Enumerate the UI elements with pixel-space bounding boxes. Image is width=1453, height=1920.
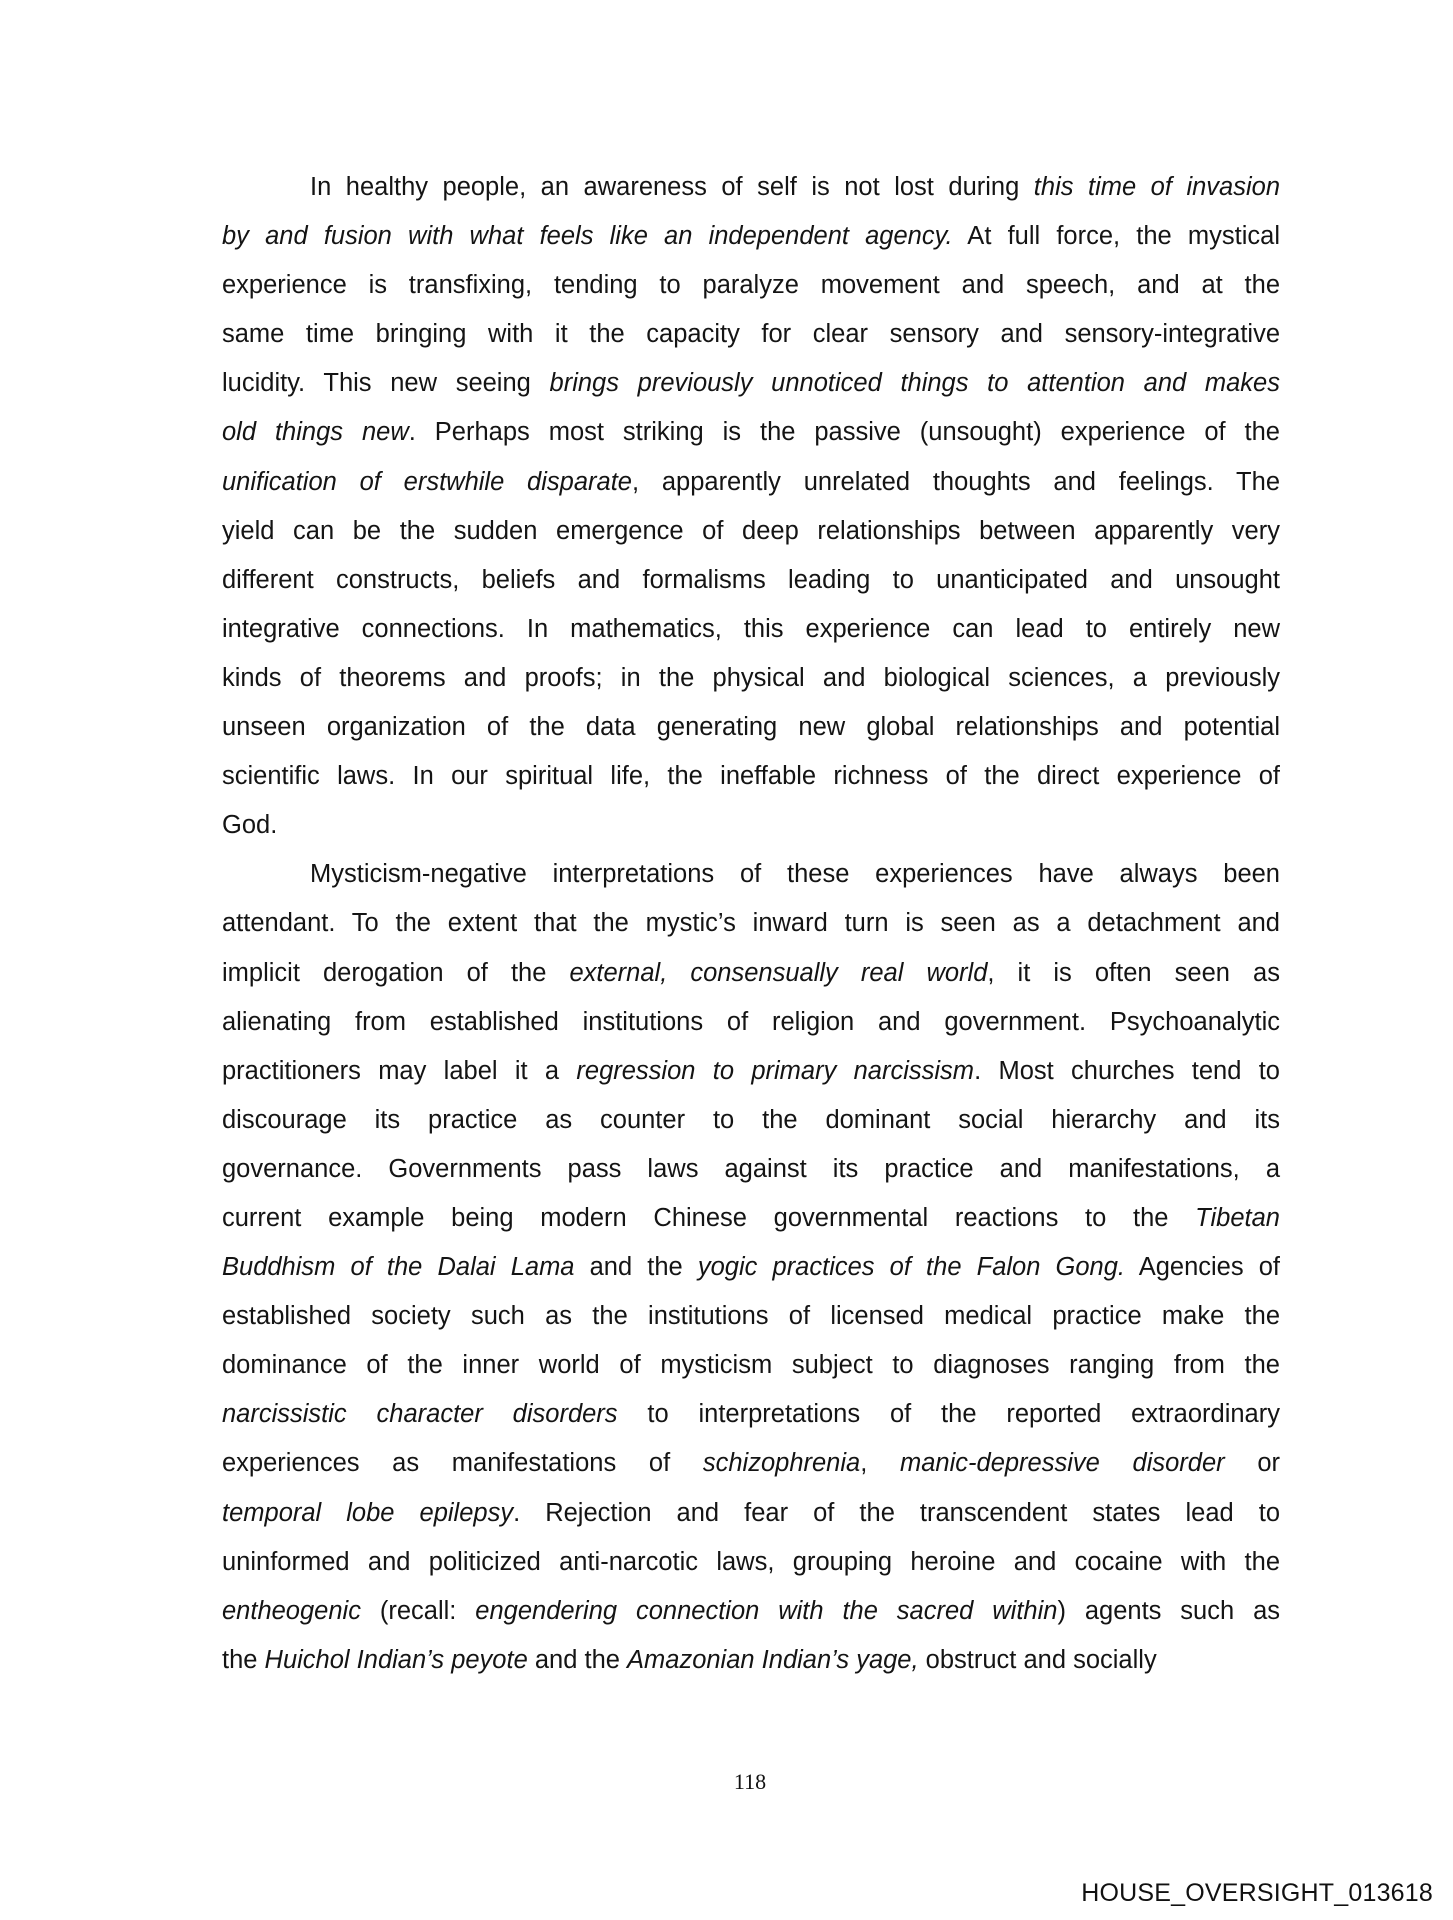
text-segment: practitioners may label it a bbox=[222, 1056, 577, 1085]
italic-text: entheogenic bbox=[222, 1596, 361, 1625]
paragraph bbox=[222, 850, 1280, 1685]
text-segment: yield can be the sudden emergence of deep relationships between apparently very bbox=[222, 516, 1280, 545]
text-line bbox=[222, 458, 1280, 507]
text-line bbox=[222, 1636, 1280, 1685]
italic-text: brings previously unnoticed things to attention and makes bbox=[549, 369, 1280, 398]
text-line bbox=[222, 507, 1280, 556]
text-segment: ) agents such as bbox=[1057, 1596, 1280, 1625]
italic-text: Buddhism of the Dalai Lama bbox=[222, 1253, 575, 1282]
text-segment: (recall: bbox=[360, 1596, 476, 1625]
text-segment: experiences as manifestations of bbox=[222, 1449, 703, 1478]
text-line bbox=[222, 556, 1280, 605]
text-line bbox=[222, 703, 1280, 752]
text-line bbox=[222, 801, 1280, 850]
text-segment: kinds of theorems and proofs; in the physical and biological sciences, a previously bbox=[222, 663, 1280, 692]
text-line bbox=[222, 1538, 1280, 1587]
text-line bbox=[222, 163, 1280, 212]
text-line bbox=[222, 1390, 1280, 1439]
text-line bbox=[222, 1243, 1280, 1292]
text-segment: current example being modern Chinese governmental reactions to the bbox=[222, 1203, 1196, 1232]
text-line bbox=[222, 1439, 1280, 1488]
text-segment: At full force, the mystical bbox=[952, 222, 1280, 251]
text-line bbox=[222, 949, 1280, 998]
text-line bbox=[222, 1145, 1280, 1194]
page-number: 118 bbox=[733, 1769, 767, 1794]
italic-text: this time of invasion bbox=[1033, 173, 1280, 201]
italic-text: unification of erstwhile disparate bbox=[222, 467, 632, 496]
text-segment: alienating from established institutions of religion and government. Psychoanalytic bbox=[222, 1007, 1280, 1036]
text-line bbox=[222, 605, 1280, 654]
text-segment: experience is transfixing, tending to paralyze movement and speech, and at the bbox=[222, 271, 1280, 300]
text-segment: Agencies of bbox=[1125, 1253, 1281, 1282]
italic-text: external, consensually real world bbox=[569, 958, 988, 987]
text-segment: and the bbox=[574, 1253, 698, 1282]
text-line bbox=[222, 1047, 1280, 1096]
text-segment: or bbox=[1224, 1449, 1280, 1478]
text-segment: unseen organization of the data generating new global relationships and potential bbox=[222, 713, 1280, 742]
text-segment: . Most churches tend to bbox=[974, 1056, 1280, 1085]
text-line bbox=[222, 1341, 1280, 1390]
text-segment: same time bringing with it the capacity for clear sensory and sensory-integrative bbox=[222, 320, 1280, 349]
text-segment: integrative connections. In mathematics, this experience can lead to entirely new bbox=[222, 614, 1280, 643]
text-segment: . Rejection and fear of the transcendent states lead to bbox=[513, 1498, 1280, 1527]
text-segment: established society such as the institutions of licensed medical practice make the bbox=[222, 1302, 1280, 1331]
text-segment: uninformed and politicized anti-narcotic laws, grouping heroine and cocaine with the bbox=[222, 1547, 1280, 1576]
text-segment: lucidity. This new seeing bbox=[222, 369, 550, 398]
text-line bbox=[222, 1489, 1280, 1538]
text-segment: to interpretations of the reported extraordinary bbox=[617, 1400, 1280, 1429]
text-segment: dominance of the inner world of mysticism subject to diagnoses ranging from the bbox=[222, 1351, 1280, 1380]
italic-text: Tibetan bbox=[1195, 1203, 1280, 1232]
text-segment: , bbox=[860, 1449, 900, 1478]
text-line bbox=[222, 654, 1280, 703]
text-segment: and the bbox=[527, 1645, 628, 1674]
text-line bbox=[222, 310, 1280, 359]
italic-text: Amazonian Indian’s yage, bbox=[627, 1645, 919, 1674]
italic-text: old things new bbox=[222, 418, 409, 447]
paragraph bbox=[222, 163, 1280, 850]
italic-text: engendering connection with the sacred within bbox=[475, 1596, 1058, 1625]
italic-text: yogic practices of the Falon Gong. bbox=[697, 1253, 1125, 1282]
text-line bbox=[222, 998, 1280, 1047]
text-line bbox=[222, 1587, 1280, 1636]
text-segment: , apparently unrelated thoughts and feelings. The bbox=[631, 467, 1280, 496]
italic-text: manic-depressive disorder bbox=[900, 1449, 1225, 1478]
text-segment: obstruct and socially bbox=[918, 1645, 1157, 1674]
text-line bbox=[222, 261, 1280, 310]
text-segment: implicit derogation of the bbox=[222, 958, 570, 987]
text-segment: . Perhaps most striking is the passive (unsought) experience of the bbox=[408, 418, 1280, 447]
text-line bbox=[222, 212, 1280, 261]
text-line bbox=[222, 850, 1280, 899]
italic-text: schizophrenia bbox=[702, 1449, 861, 1478]
text-segment: Mysticism-negative interpretations of these experiences have always been bbox=[310, 860, 1280, 889]
text-segment: , it is often seen as bbox=[987, 958, 1280, 987]
italic-text: Huichol Indian’s peyote bbox=[264, 1645, 528, 1674]
text-line bbox=[222, 1292, 1280, 1341]
italic-text: narcissistic character disorders bbox=[222, 1400, 618, 1429]
text-line bbox=[222, 899, 1280, 948]
text-line bbox=[222, 408, 1280, 457]
bates-number: HOUSE_OVERSIGHT_013618 bbox=[1081, 1879, 1433, 1907]
text-segment: scientific laws. In our spiritual life, the ineffable richness of the direct experience of bbox=[222, 762, 1280, 791]
text-line bbox=[222, 359, 1280, 408]
text-line bbox=[222, 1096, 1280, 1145]
italic-text: by and fusion with what feels like an independent agency. bbox=[222, 222, 953, 251]
text-segment: God. bbox=[222, 811, 278, 840]
text-segment: In healthy people, an awareness of self is not lost during bbox=[310, 173, 1034, 201]
text-segment: discourage its practice as counter to the dominant social hierarchy and its bbox=[222, 1105, 1280, 1134]
body-text bbox=[222, 163, 1280, 1685]
text-segment: attendant. To the extent that the mystic’s inward turn is seen as a detachment and bbox=[222, 909, 1280, 938]
text-line bbox=[222, 752, 1280, 801]
text-segment: governance. Governments pass laws against its practice and manifestations, a bbox=[222, 1154, 1280, 1183]
text-segment: different constructs, beliefs and formalisms leading to unanticipated and unsought bbox=[222, 565, 1280, 594]
text-segment: the bbox=[222, 1645, 265, 1674]
text-line bbox=[222, 1194, 1280, 1243]
italic-text: regression to primary narcissism bbox=[576, 1056, 975, 1085]
italic-text: temporal lobe epilepsy bbox=[222, 1498, 514, 1527]
